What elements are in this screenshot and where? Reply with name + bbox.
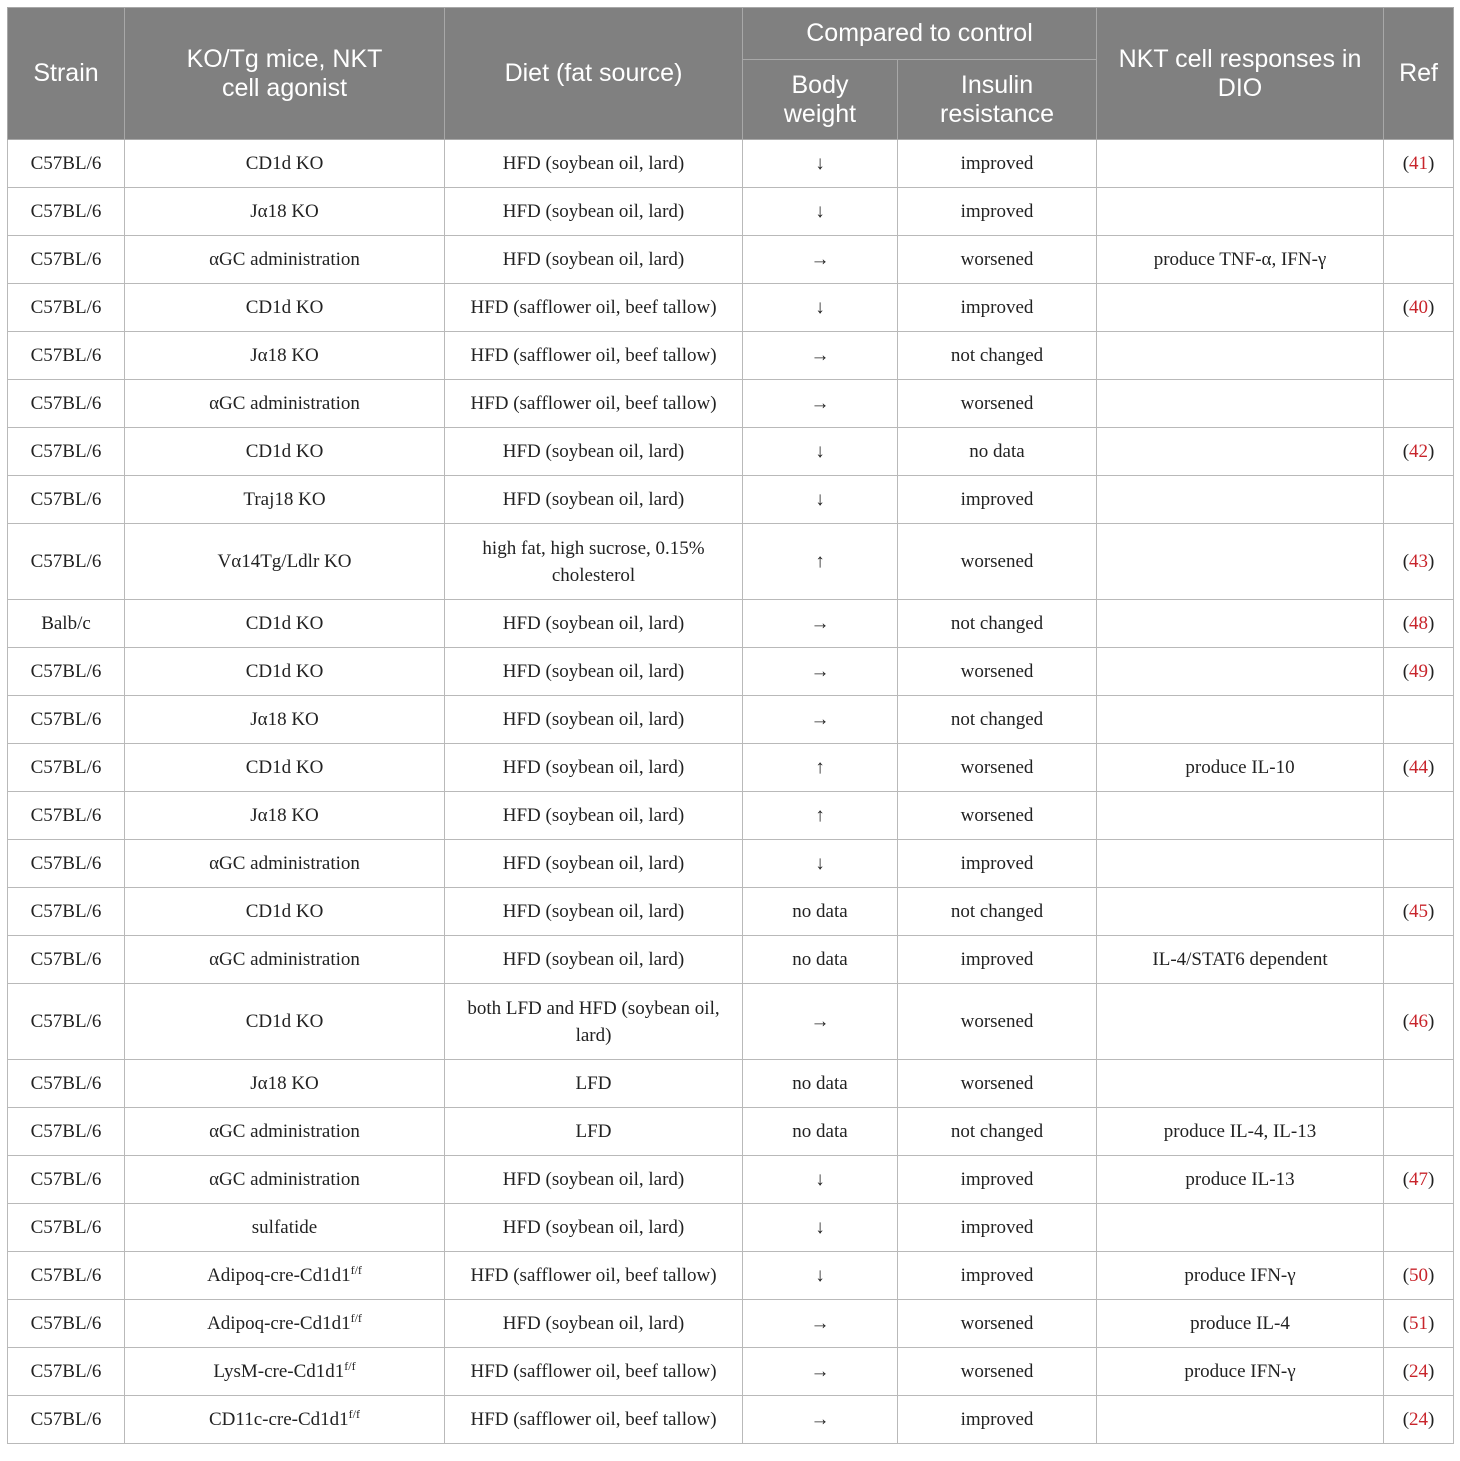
cell-strain: C57BL/6 [8, 1348, 125, 1396]
table-body [8, 140, 1454, 1444]
ko-name: Jα18 KO [250, 345, 319, 366]
ref-open-paren: ( [1402, 441, 1410, 462]
table-row [8, 888, 1454, 936]
ko-name: CD11c-cre-Cd1d1 [209, 1409, 349, 1430]
table-row [8, 1204, 1454, 1252]
header-compared-to-control: Compared to control [743, 8, 1097, 60]
ref-open-paren: ( [1402, 551, 1410, 572]
ref-close-paren: ) [1428, 901, 1435, 922]
cell-body-weight: ↓ [743, 1204, 898, 1252]
cell-strain: C57BL/6 [8, 284, 125, 332]
cell-ref [1384, 140, 1454, 188]
cell-ref [1384, 1396, 1454, 1444]
table-row [8, 1252, 1454, 1300]
cell-diet: HFD (soybean oil, lard) [445, 476, 743, 524]
ko-name: Adipoq-cre-Cd1d1 [207, 1265, 351, 1286]
cell-ko-tg [125, 696, 445, 744]
ref-close-paren: ) [1428, 1409, 1435, 1430]
ko-superscript: f/f [350, 1311, 362, 1325]
cell-diet: HFD (soybean oil, lard) [445, 236, 743, 284]
ref-close-paren: ) [1428, 153, 1435, 174]
table-row [8, 1060, 1454, 1108]
cell-strain: C57BL/6 [8, 1300, 125, 1348]
table-row [8, 1396, 1454, 1444]
cell-diet: LFD [445, 1108, 743, 1156]
cell-strain: C57BL/6 [8, 1252, 125, 1300]
cell-insulin-resistance: worsened [898, 1060, 1097, 1108]
ko-name: CD1d KO [245, 297, 324, 318]
header-nkt-responses: NKT cell responses in DIO [1097, 8, 1384, 140]
ref-open-paren: ( [1402, 1313, 1410, 1334]
cell-insulin-resistance: improved [898, 840, 1097, 888]
cell-diet: HFD (soybean oil, lard) [445, 792, 743, 840]
ko-name: Jα18 KO [250, 1073, 319, 1094]
cell-ref [1384, 696, 1454, 744]
cell-ko-tg [125, 1300, 445, 1348]
cell-body-weight: → [743, 1348, 898, 1396]
cell-body-weight: ↓ [743, 140, 898, 188]
cell-insulin-resistance: improved [898, 936, 1097, 984]
cell-insulin-resistance: improved [898, 1396, 1097, 1444]
cell-diet: HFD (soybean oil, lard) [445, 840, 743, 888]
ref-link[interactable]: 43 [1409, 551, 1429, 572]
cell-insulin-resistance: improved [898, 1204, 1097, 1252]
ref-link[interactable]: 48 [1409, 613, 1429, 634]
cell-ko-tg [125, 1252, 445, 1300]
ko-name: αGC administration [209, 1121, 360, 1142]
nkt-dio-table [7, 7, 1454, 1444]
table-row [8, 840, 1454, 888]
ref-link[interactable]: 41 [1409, 153, 1429, 174]
ref-open-paren: ( [1402, 661, 1410, 682]
cell-ref [1384, 744, 1454, 792]
cell-insulin-resistance: improved [898, 284, 1097, 332]
cell-body-weight: → [743, 648, 898, 696]
cell-nkt-response [1097, 1060, 1384, 1108]
cell-ref [1384, 888, 1454, 936]
cell-ref [1384, 1108, 1454, 1156]
cell-ref [1384, 984, 1454, 1060]
ref-link[interactable]: 51 [1409, 1313, 1429, 1334]
cell-nkt-response [1097, 792, 1384, 840]
cell-nkt-response [1097, 428, 1384, 476]
table-row [8, 648, 1454, 696]
cell-nkt-response: produce IL-4 [1097, 1300, 1384, 1348]
cell-ko-tg [125, 984, 445, 1060]
ko-name: CD1d KO [245, 613, 324, 634]
cell-ko-tg [125, 476, 445, 524]
cell-diet: HFD (soybean oil, lard) [445, 936, 743, 984]
ref-open-paren: ( [1402, 297, 1410, 318]
cell-diet: HFD (safflower oil, beef tallow) [445, 380, 743, 428]
cell-diet: HFD (soybean oil, lard) [445, 648, 743, 696]
table-row [8, 1156, 1454, 1204]
cell-insulin-resistance: worsened [898, 236, 1097, 284]
cell-diet: HFD (soybean oil, lard) [445, 1156, 743, 1204]
ref-open-paren: ( [1402, 153, 1410, 174]
header-diet: Diet (fat source) [445, 8, 743, 140]
cell-nkt-response [1097, 1204, 1384, 1252]
cell-nkt-response [1097, 648, 1384, 696]
cell-diet: HFD (safflower oil, beef tallow) [445, 1396, 743, 1444]
cell-diet: HFD (soybean oil, lard) [445, 1204, 743, 1252]
ref-close-paren: ) [1428, 1361, 1435, 1382]
ref-open-paren: ( [1402, 1169, 1410, 1190]
table-row [8, 984, 1454, 1060]
cell-ref [1384, 524, 1454, 600]
cell-strain: C57BL/6 [8, 984, 125, 1060]
ko-name: Adipoq-cre-Cd1d1 [207, 1313, 351, 1334]
cell-insulin-resistance: not changed [898, 332, 1097, 380]
cell-insulin-resistance: not changed [898, 888, 1097, 936]
ko-name: Jα18 KO [250, 709, 319, 730]
cell-nkt-response: produce IFN-γ [1097, 1348, 1384, 1396]
table-row [8, 284, 1454, 332]
cell-insulin-resistance: improved [898, 476, 1097, 524]
table-row [8, 936, 1454, 984]
cell-ref [1384, 236, 1454, 284]
cell-insulin-resistance: worsened [898, 1300, 1097, 1348]
cell-strain: C57BL/6 [8, 380, 125, 428]
cell-ref [1384, 1156, 1454, 1204]
cell-diet: HFD (soybean oil, lard) [445, 188, 743, 236]
table-row [8, 188, 1454, 236]
cell-diet: HFD (safflower oil, beef tallow) [445, 1348, 743, 1396]
table-row [8, 428, 1454, 476]
cell-ko-tg [125, 284, 445, 332]
ref-close-paren: ) [1428, 661, 1435, 682]
cell-nkt-response [1097, 284, 1384, 332]
cell-ko-tg [125, 888, 445, 936]
cell-ko-tg [125, 236, 445, 284]
cell-strain: C57BL/6 [8, 524, 125, 600]
cell-ko-tg [125, 648, 445, 696]
cell-insulin-resistance: worsened [898, 1348, 1097, 1396]
cell-body-weight: → [743, 1300, 898, 1348]
ko-name: Jα18 KO [250, 805, 319, 826]
cell-body-weight: ↓ [743, 188, 898, 236]
table-row [8, 236, 1454, 284]
cell-nkt-response: produce TNF-α, IFN-γ [1097, 236, 1384, 284]
table-row [8, 1348, 1454, 1396]
cell-body-weight: no data [743, 936, 898, 984]
cell-diet: LFD [445, 1060, 743, 1108]
cell-body-weight: ↓ [743, 1156, 898, 1204]
ko-name: CD1d KO [245, 1011, 324, 1032]
cell-nkt-response: IL-4/STAT6 dependent [1097, 936, 1384, 984]
cell-nkt-response: produce IL-13 [1097, 1156, 1384, 1204]
ref-open-paren: ( [1402, 1409, 1410, 1430]
cell-insulin-resistance: not changed [898, 600, 1097, 648]
header-body-weight: Body weight [743, 60, 898, 140]
cell-insulin-resistance: improved [898, 140, 1097, 188]
cell-body-weight: → [743, 380, 898, 428]
cell-strain: C57BL/6 [8, 936, 125, 984]
cell-insulin-resistance: worsened [898, 524, 1097, 600]
table-row [8, 1300, 1454, 1348]
ref-close-paren: ) [1428, 441, 1435, 462]
cell-strain: C57BL/6 [8, 236, 125, 284]
cell-nkt-response [1097, 840, 1384, 888]
table-container [7, 7, 1453, 1444]
ko-superscript: f/f [344, 1359, 356, 1373]
header-ko-tg: KO/Tg mice, NKT cell agonist [125, 8, 445, 140]
cell-diet: HFD (safflower oil, beef tallow) [445, 1252, 743, 1300]
cell-strain: C57BL/6 [8, 1108, 125, 1156]
cell-diet: high fat, high sucrose, 0.15% cholesterol [445, 524, 743, 600]
cell-ko-tg [125, 1396, 445, 1444]
cell-ko-tg [125, 1060, 445, 1108]
ko-name: sulfatide [251, 1217, 318, 1238]
ref-close-paren: ) [1428, 551, 1435, 572]
cell-body-weight: → [743, 332, 898, 380]
cell-nkt-response [1097, 524, 1384, 600]
ref-link[interactable]: 44 [1409, 757, 1429, 778]
cell-body-weight: no data [743, 888, 898, 936]
ko-name: CD1d KO [245, 757, 324, 778]
ko-name: αGC administration [209, 249, 360, 270]
ref-open-paren: ( [1402, 613, 1410, 634]
cell-nkt-response: produce IL-4, IL-13 [1097, 1108, 1384, 1156]
cell-nkt-response [1097, 332, 1384, 380]
ko-superscript: f/f [348, 1407, 360, 1421]
ref-open-paren: ( [1402, 1265, 1410, 1286]
cell-strain: C57BL/6 [8, 840, 125, 888]
cell-ref [1384, 1348, 1454, 1396]
cell-strain: C57BL/6 [8, 140, 125, 188]
cell-insulin-resistance: worsened [898, 648, 1097, 696]
cell-ref [1384, 380, 1454, 428]
cell-ref [1384, 792, 1454, 840]
ko-name: Vα14Tg/Ldlr KO [217, 551, 352, 572]
cell-body-weight: → [743, 1396, 898, 1444]
header-insulin-resistance: Insulin resistance [898, 60, 1097, 140]
cell-ko-tg [125, 792, 445, 840]
cell-strain: C57BL/6 [8, 696, 125, 744]
cell-ko-tg [125, 428, 445, 476]
cell-body-weight: → [743, 696, 898, 744]
ko-name: Traj18 KO [243, 489, 326, 510]
cell-body-weight: ↑ [743, 744, 898, 792]
cell-body-weight: → [743, 984, 898, 1060]
cell-ref [1384, 840, 1454, 888]
ref-link[interactable]: 49 [1409, 661, 1429, 682]
cell-strain: C57BL/6 [8, 792, 125, 840]
ko-name: LysM-cre-Cd1d1 [213, 1361, 345, 1382]
table-row [8, 332, 1454, 380]
cell-ko-tg [125, 1204, 445, 1252]
ref-open-paren: ( [1402, 901, 1410, 922]
cell-diet: HFD (soybean oil, lard) [445, 744, 743, 792]
cell-nkt-response [1097, 600, 1384, 648]
ko-name: Jα18 KO [250, 201, 319, 222]
table-row [8, 1108, 1454, 1156]
cell-ko-tg [125, 140, 445, 188]
cell-nkt-response: produce IFN-γ [1097, 1252, 1384, 1300]
ref-close-paren: ) [1428, 1313, 1435, 1334]
table-header [8, 8, 1454, 140]
cell-ref [1384, 1060, 1454, 1108]
cell-ko-tg [125, 1108, 445, 1156]
table-row [8, 524, 1454, 600]
ref-close-paren: ) [1428, 1169, 1435, 1190]
ref-close-paren: ) [1428, 757, 1435, 778]
cell-body-weight: no data [743, 1060, 898, 1108]
cell-body-weight: ↑ [743, 792, 898, 840]
cell-strain: C57BL/6 [8, 888, 125, 936]
ko-name: αGC administration [209, 853, 360, 874]
cell-ref [1384, 648, 1454, 696]
cell-diet: HFD (soybean oil, lard) [445, 1300, 743, 1348]
cell-nkt-response [1097, 140, 1384, 188]
header-ref: Ref [1384, 8, 1454, 140]
ko-name: αGC administration [209, 393, 360, 414]
cell-diet: HFD (safflower oil, beef tallow) [445, 332, 743, 380]
cell-ko-tg [125, 380, 445, 428]
ko-superscript: f/f [350, 1263, 362, 1277]
table-row [8, 696, 1454, 744]
cell-strain: C57BL/6 [8, 428, 125, 476]
table-row [8, 476, 1454, 524]
ref-open-paren: ( [1402, 1361, 1410, 1382]
cell-ko-tg [125, 332, 445, 380]
cell-nkt-response [1097, 1396, 1384, 1444]
ref-link[interactable]: 40 [1409, 297, 1429, 318]
cell-ref [1384, 1300, 1454, 1348]
cell-diet: both LFD and HFD (soybean oil, lard) [445, 984, 743, 1060]
cell-nkt-response [1097, 476, 1384, 524]
cell-ko-tg [125, 840, 445, 888]
table-row [8, 792, 1454, 840]
ref-close-paren: ) [1428, 1265, 1435, 1286]
cell-nkt-response: produce IL-10 [1097, 744, 1384, 792]
cell-ref [1384, 188, 1454, 236]
table-row [8, 600, 1454, 648]
cell-diet: HFD (soybean oil, lard) [445, 140, 743, 188]
table-row [8, 744, 1454, 792]
cell-ko-tg [125, 188, 445, 236]
cell-diet: HFD (safflower oil, beef tallow) [445, 284, 743, 332]
cell-strain: C57BL/6 [8, 744, 125, 792]
cell-ko-tg [125, 1348, 445, 1396]
cell-ref [1384, 332, 1454, 380]
cell-diet: HFD (soybean oil, lard) [445, 600, 743, 648]
ko-name: αGC administration [209, 949, 360, 970]
cell-strain: C57BL/6 [8, 1060, 125, 1108]
cell-ko-tg [125, 936, 445, 984]
cell-ref [1384, 1252, 1454, 1300]
cell-insulin-resistance: worsened [898, 984, 1097, 1060]
ref-open-paren: ( [1402, 1011, 1410, 1032]
cell-body-weight: ↑ [743, 524, 898, 600]
cell-strain: C57BL/6 [8, 476, 125, 524]
header-strain: Strain [8, 8, 125, 140]
cell-diet: HFD (soybean oil, lard) [445, 696, 743, 744]
cell-body-weight: → [743, 600, 898, 648]
cell-insulin-resistance: improved [898, 1252, 1097, 1300]
cell-body-weight: ↓ [743, 840, 898, 888]
cell-insulin-resistance: worsened [898, 792, 1097, 840]
cell-strain: C57BL/6 [8, 332, 125, 380]
ko-name: CD1d KO [245, 153, 324, 174]
ref-link[interactable]: 50 [1409, 1265, 1429, 1286]
ko-name: CD1d KO [245, 901, 324, 922]
cell-body-weight: → [743, 236, 898, 284]
cell-ko-tg [125, 744, 445, 792]
cell-insulin-resistance: not changed [898, 696, 1097, 744]
cell-insulin-resistance: improved [898, 1156, 1097, 1204]
cell-diet: HFD (soybean oil, lard) [445, 428, 743, 476]
cell-strain: C57BL/6 [8, 1156, 125, 1204]
ref-close-paren: ) [1428, 297, 1435, 318]
cell-body-weight: no data [743, 1108, 898, 1156]
ref-link[interactable]: 47 [1409, 1169, 1429, 1190]
ref-close-paren: ) [1428, 613, 1435, 634]
cell-ko-tg [125, 1156, 445, 1204]
cell-body-weight: ↓ [743, 428, 898, 476]
ko-name: αGC administration [209, 1169, 360, 1190]
ko-name: CD1d KO [245, 441, 324, 462]
cell-body-weight: ↓ [743, 284, 898, 332]
cell-insulin-resistance: no data [898, 428, 1097, 476]
cell-diet: HFD (soybean oil, lard) [445, 888, 743, 936]
ref-open-paren: ( [1402, 757, 1410, 778]
cell-strain: C57BL/6 [8, 1204, 125, 1252]
ref-close-paren: ) [1428, 1011, 1435, 1032]
cell-ref [1384, 284, 1454, 332]
ref-link[interactable]: 24 [1409, 1409, 1429, 1430]
cell-nkt-response [1097, 888, 1384, 936]
cell-strain: Balb/c [8, 600, 125, 648]
cell-ref [1384, 936, 1454, 984]
ko-name: CD1d KO [245, 661, 324, 682]
ref-link[interactable]: 24 [1409, 1361, 1429, 1382]
cell-nkt-response [1097, 984, 1384, 1060]
cell-ko-tg [125, 600, 445, 648]
cell-strain: C57BL/6 [8, 188, 125, 236]
cell-ref [1384, 1204, 1454, 1252]
cell-nkt-response [1097, 380, 1384, 428]
ref-link[interactable]: 46 [1409, 1011, 1429, 1032]
cell-insulin-resistance: not changed [898, 1108, 1097, 1156]
cell-body-weight: ↓ [743, 476, 898, 524]
cell-nkt-response [1097, 188, 1384, 236]
cell-insulin-resistance: worsened [898, 380, 1097, 428]
ref-link[interactable]: 45 [1409, 901, 1429, 922]
cell-ref [1384, 476, 1454, 524]
cell-insulin-resistance: improved [898, 188, 1097, 236]
cell-ref [1384, 428, 1454, 476]
cell-nkt-response [1097, 696, 1384, 744]
cell-ko-tg [125, 524, 445, 600]
cell-insulin-resistance: worsened [898, 744, 1097, 792]
table-row [8, 140, 1454, 188]
cell-ref [1384, 600, 1454, 648]
cell-strain: C57BL/6 [8, 648, 125, 696]
cell-strain: C57BL/6 [8, 1396, 125, 1444]
table-row [8, 380, 1454, 428]
ref-link[interactable]: 42 [1409, 441, 1429, 462]
cell-body-weight: ↓ [743, 1252, 898, 1300]
